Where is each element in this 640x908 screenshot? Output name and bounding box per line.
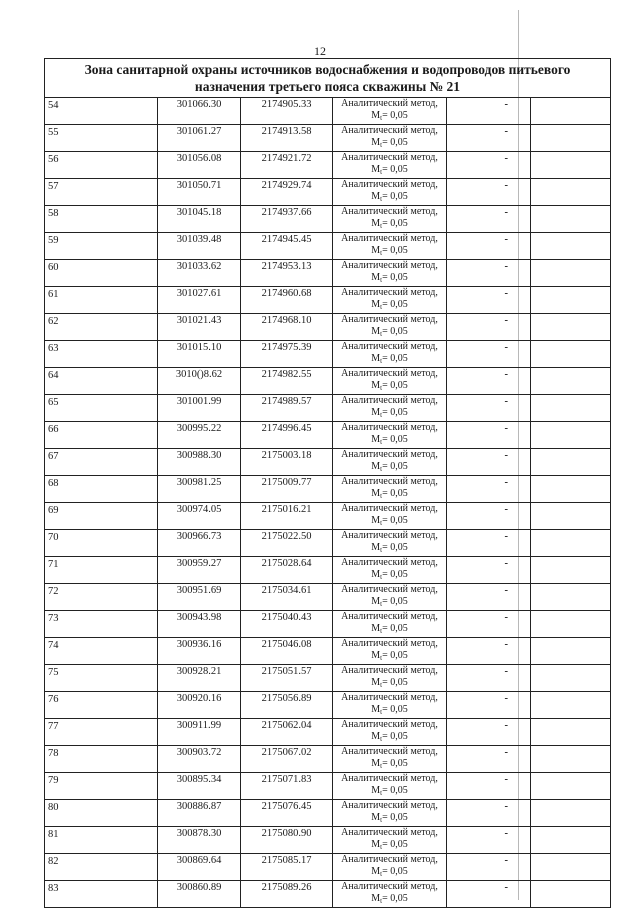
method-cell: [333, 449, 447, 476]
empty-cell: [531, 881, 611, 908]
coordinate-x: 300895.34: [158, 773, 241, 800]
method-cell: [333, 98, 447, 125]
empty-cell: [531, 368, 611, 395]
empty-cell: [531, 233, 611, 260]
accuracy-text: $M_t= 0,05$: [371, 784, 408, 797]
accuracy-text: $M_t= 0,05$: [371, 703, 408, 716]
dash-mark: -: [447, 881, 531, 908]
accuracy-text: $M_t= 0,05$: [371, 541, 408, 554]
dash-mark: -: [447, 854, 531, 881]
method-cell: [333, 341, 447, 368]
dash-mark: -: [447, 422, 531, 449]
point-number: 63: [45, 341, 158, 368]
method-label: Аналитический метод,: [341, 854, 438, 865]
table-body: [45, 98, 611, 908]
method-label: Аналитический метод,: [341, 260, 438, 271]
method-cell: [333, 206, 447, 233]
accuracy-text: $M_t= 0,05$: [371, 568, 408, 581]
method-cell: [333, 476, 447, 503]
coordinate-x: 300911.99: [158, 719, 241, 746]
point-number: 55: [45, 125, 158, 152]
coordinate-x: 301056.08: [158, 152, 241, 179]
method-label: Аналитический метод,: [341, 152, 438, 163]
empty-cell: [531, 692, 611, 719]
dash-mark: -: [447, 260, 531, 287]
method-cell: [333, 719, 447, 746]
coordinate-x: 300974.05: [158, 503, 241, 530]
coordinate-y: 2174905.33: [241, 98, 333, 125]
table-row: [45, 854, 611, 881]
method-label: Аналитический метод,: [341, 503, 438, 514]
empty-cell: [531, 854, 611, 881]
method-label: Аналитический метод,: [341, 746, 438, 757]
method-cell: [333, 557, 447, 584]
dash-mark: -: [447, 287, 531, 314]
method-cell: [333, 530, 447, 557]
accuracy-text: $M_t= 0,05$: [371, 892, 408, 905]
dash-mark: -: [447, 530, 531, 557]
dash-mark: -: [447, 638, 531, 665]
accuracy-text: $M_t= 0,05$: [371, 109, 408, 122]
accuracy-text: $M_t= 0,05$: [371, 757, 408, 770]
empty-cell: [531, 800, 611, 827]
dash-mark: -: [447, 179, 531, 206]
method-label: Аналитический метод,: [341, 395, 438, 406]
empty-cell: [531, 638, 611, 665]
point-number: 82: [45, 854, 158, 881]
method-cell: [333, 746, 447, 773]
method-label: Аналитический метод,: [341, 557, 438, 568]
method-label: Аналитический метод,: [341, 287, 438, 298]
empty-cell: [531, 611, 611, 638]
coordinate-y: 2174929.74: [241, 179, 333, 206]
accuracy-text: $M_t= 0,05$: [371, 622, 408, 635]
point-number: 66: [45, 422, 158, 449]
method-cell: [333, 854, 447, 881]
accuracy-text: $M_t= 0,05$: [371, 595, 408, 608]
accuracy-text: $M_t= 0,05$: [371, 244, 408, 257]
table-row: [45, 368, 611, 395]
coordinate-y: 2175003.18: [241, 449, 333, 476]
coordinate-x: 301050.71: [158, 179, 241, 206]
method-cell: [333, 692, 447, 719]
empty-cell: [531, 584, 611, 611]
point-number: 60: [45, 260, 158, 287]
empty-cell: [531, 827, 611, 854]
coordinate-x: 300878.30: [158, 827, 241, 854]
empty-cell: [531, 476, 611, 503]
accuracy-text: $M_t= 0,05$: [371, 271, 408, 284]
accuracy-text: $M_t= 0,05$: [371, 190, 408, 203]
empty-cell: [531, 530, 611, 557]
point-number: 72: [45, 584, 158, 611]
dash-mark: -: [447, 719, 531, 746]
method-cell: [333, 179, 447, 206]
accuracy-text: $M_t= 0,05$: [371, 676, 408, 689]
point-number: 65: [45, 395, 158, 422]
point-number: 62: [45, 314, 158, 341]
dash-mark: -: [447, 368, 531, 395]
coordinate-x: 300959.27: [158, 557, 241, 584]
point-number: 70: [45, 530, 158, 557]
dash-mark: -: [447, 98, 531, 125]
coordinates-table: [44, 58, 611, 908]
table-row: [45, 395, 611, 422]
table-row: [45, 503, 611, 530]
table-row: [45, 692, 611, 719]
accuracy-text: $M_t= 0,05$: [371, 811, 408, 824]
coordinate-y: 2175022.50: [241, 530, 333, 557]
method-label: Аналитический метод,: [341, 665, 438, 676]
accuracy-text: $M_t= 0,05$: [371, 325, 408, 338]
coordinate-y: 2174975.39: [241, 341, 333, 368]
empty-cell: [531, 746, 611, 773]
point-number: 58: [45, 206, 158, 233]
point-number: 71: [45, 557, 158, 584]
dash-mark: -: [447, 665, 531, 692]
empty-cell: [531, 206, 611, 233]
coordinate-x: 300943.98: [158, 611, 241, 638]
method-cell: [333, 800, 447, 827]
dash-mark: -: [447, 800, 531, 827]
empty-cell: [531, 98, 611, 125]
empty-cell: [531, 719, 611, 746]
empty-cell: [531, 557, 611, 584]
method-label: Аналитический метод,: [341, 98, 438, 109]
title-line-1: Зона санитарной охраны источников водоснабжения и водопроводов питьевого: [84, 62, 571, 77]
point-number: 67: [45, 449, 158, 476]
table-row: [45, 557, 611, 584]
point-number: 76: [45, 692, 158, 719]
coordinate-x: 300981.25: [158, 476, 241, 503]
empty-cell: [531, 665, 611, 692]
method-label: Аналитический метод,: [341, 773, 438, 784]
dash-mark: -: [447, 206, 531, 233]
table-row: [45, 287, 611, 314]
empty-cell: [531, 449, 611, 476]
coordinate-y: 2175089.26: [241, 881, 333, 908]
table-row: [45, 314, 611, 341]
method-label: Аналитический метод,: [341, 530, 438, 541]
method-cell: [333, 422, 447, 449]
point-number: 83: [45, 881, 158, 908]
coordinate-x: 301015.10: [158, 341, 241, 368]
method-label: Аналитический метод,: [341, 368, 438, 379]
coordinate-x: 300988.30: [158, 449, 241, 476]
method-cell: [333, 395, 447, 422]
coordinate-y: 2175076.45: [241, 800, 333, 827]
method-label: Аналитический метод,: [341, 206, 438, 217]
table-row: [45, 179, 611, 206]
accuracy-text: $M_t= 0,05$: [371, 379, 408, 392]
dash-mark: -: [447, 584, 531, 611]
accuracy-text: $M_t= 0,05$: [371, 406, 408, 419]
table-row: [45, 530, 611, 557]
method-cell: [333, 503, 447, 530]
coordinate-y: 2175009.77: [241, 476, 333, 503]
method-label: Аналитический метод,: [341, 476, 438, 487]
method-label: Аналитический метод,: [341, 341, 438, 352]
coordinate-x: 301039.48: [158, 233, 241, 260]
table-row: [45, 476, 611, 503]
table-row: [45, 881, 611, 908]
point-number: 59: [45, 233, 158, 260]
dash-mark: -: [447, 611, 531, 638]
point-number: 77: [45, 719, 158, 746]
method-label: Аналитический метод,: [341, 827, 438, 838]
coordinate-y: 2174953.13: [241, 260, 333, 287]
method-cell: [333, 773, 447, 800]
method-cell: [333, 611, 447, 638]
method-label: Аналитический метод,: [341, 611, 438, 622]
accuracy-text: $M_t= 0,05$: [371, 460, 408, 473]
method-cell: [333, 368, 447, 395]
method-label: Аналитический метод,: [341, 800, 438, 811]
empty-cell: [531, 125, 611, 152]
point-number: 79: [45, 773, 158, 800]
method-label: Аналитический метод,: [341, 692, 438, 703]
table-row: [45, 152, 611, 179]
table-row: [45, 719, 611, 746]
coordinate-y: 2174921.72: [241, 152, 333, 179]
table-row: [45, 98, 611, 125]
method-label: Аналитический метод,: [341, 314, 438, 325]
accuracy-text: $M_t= 0,05$: [371, 514, 408, 527]
method-label: Аналитический метод,: [341, 638, 438, 649]
accuracy-text: $M_t= 0,05$: [371, 352, 408, 365]
dash-mark: -: [447, 395, 531, 422]
coordinate-x: 300869.64: [158, 854, 241, 881]
coordinate-y: 2174989.57: [241, 395, 333, 422]
dash-mark: -: [447, 827, 531, 854]
coordinate-x: 300886.87: [158, 800, 241, 827]
accuracy-text: $M_t= 0,05$: [371, 136, 408, 149]
coordinate-y: 2175067.02: [241, 746, 333, 773]
dash-mark: -: [447, 557, 531, 584]
method-cell: [333, 233, 447, 260]
dash-mark: -: [447, 314, 531, 341]
coordinate-x: 301001.99: [158, 395, 241, 422]
empty-cell: [531, 395, 611, 422]
coordinate-x: 300951.69: [158, 584, 241, 611]
table-row: [45, 341, 611, 368]
method-cell: [333, 287, 447, 314]
method-cell: [333, 125, 447, 152]
coordinate-x: 300920.16: [158, 692, 241, 719]
accuracy-text: $M_t= 0,05$: [371, 487, 408, 500]
accuracy-text: $M_t= 0,05$: [371, 433, 408, 446]
empty-cell: [531, 422, 611, 449]
point-number: 69: [45, 503, 158, 530]
empty-cell: [531, 152, 611, 179]
accuracy-text: $M_t= 0,05$: [371, 163, 408, 176]
method-label: Аналитический метод,: [341, 881, 438, 892]
coordinate-y: 2175062.04: [241, 719, 333, 746]
title-line-2: назначения третьего пояса скважины № 21: [194, 79, 461, 94]
page-number: 12: [314, 44, 326, 58]
table-title: [45, 59, 611, 98]
table-row: [45, 449, 611, 476]
coordinate-y: 2175056.89: [241, 692, 333, 719]
dash-mark: -: [447, 503, 531, 530]
coordinate-x: 301033.62: [158, 260, 241, 287]
point-number: 56: [45, 152, 158, 179]
table-row: [45, 611, 611, 638]
point-number: 81: [45, 827, 158, 854]
method-label: Аналитический метод,: [341, 449, 438, 460]
table-row: [45, 125, 611, 152]
dash-mark: -: [447, 746, 531, 773]
coordinate-y: 2175046.08: [241, 638, 333, 665]
accuracy-text: $M_t= 0,05$: [371, 217, 408, 230]
coordinate-x: 300966.73: [158, 530, 241, 557]
coordinate-x: 301045.18: [158, 206, 241, 233]
coordinate-y: 2174960.68: [241, 287, 333, 314]
empty-cell: [531, 287, 611, 314]
method-cell: [333, 827, 447, 854]
table-row: [45, 422, 611, 449]
method-label: Аналитический метод,: [341, 719, 438, 730]
coordinate-x: 3010()8.62: [158, 368, 241, 395]
accuracy-text: $M_t= 0,05$: [371, 298, 408, 311]
dash-mark: -: [447, 152, 531, 179]
method-label: Аналитический метод,: [341, 233, 438, 244]
coordinate-y: 2174968.10: [241, 314, 333, 341]
empty-cell: [531, 341, 611, 368]
empty-cell: [531, 503, 611, 530]
method-cell: [333, 881, 447, 908]
table-title-row: [45, 59, 611, 98]
coordinate-y: 2175071.83: [241, 773, 333, 800]
method-cell: [333, 638, 447, 665]
method-cell: [333, 260, 447, 287]
coordinate-y: 2174982.55: [241, 368, 333, 395]
coordinate-y: 2174913.58: [241, 125, 333, 152]
method-label: Аналитический метод,: [341, 584, 438, 595]
table-row: [45, 638, 611, 665]
dash-mark: -: [447, 476, 531, 503]
point-number: 75: [45, 665, 158, 692]
coordinate-y: 2175034.61: [241, 584, 333, 611]
point-number: 80: [45, 800, 158, 827]
method-cell: [333, 584, 447, 611]
point-number: 68: [45, 476, 158, 503]
table-row: [45, 773, 611, 800]
dash-mark: -: [447, 773, 531, 800]
coordinate-y: 2175085.17: [241, 854, 333, 881]
table-row: [45, 827, 611, 854]
coordinate-x: 301027.61: [158, 287, 241, 314]
coordinate-y: 2175051.57: [241, 665, 333, 692]
dash-mark: -: [447, 692, 531, 719]
coordinate-x: 301021.43: [158, 314, 241, 341]
coordinate-y: 2174937.66: [241, 206, 333, 233]
point-number: 57: [45, 179, 158, 206]
method-label: Аналитический метод,: [341, 422, 438, 433]
table-row: [45, 800, 611, 827]
accuracy-text: $M_t= 0,05$: [371, 730, 408, 743]
coordinate-y: 2175016.21: [241, 503, 333, 530]
coordinate-y: 2174996.45: [241, 422, 333, 449]
method-cell: [333, 314, 447, 341]
point-number: 78: [45, 746, 158, 773]
point-number: 61: [45, 287, 158, 314]
coordinate-x: 300936.16: [158, 638, 241, 665]
table-row: [45, 260, 611, 287]
point-number: 74: [45, 638, 158, 665]
coordinate-x: 301066.30: [158, 98, 241, 125]
point-number: 54: [45, 98, 158, 125]
method-cell: [333, 665, 447, 692]
method-label: Аналитический метод,: [341, 179, 438, 190]
point-number: 64: [45, 368, 158, 395]
coordinate-y: 2175028.64: [241, 557, 333, 584]
dash-mark: -: [447, 233, 531, 260]
empty-cell: [531, 314, 611, 341]
coordinate-x: 300903.72: [158, 746, 241, 773]
table-row: [45, 233, 611, 260]
coordinate-x: 300860.89: [158, 881, 241, 908]
empty-cell: [531, 179, 611, 206]
coordinate-x: 300928.21: [158, 665, 241, 692]
table-row: [45, 584, 611, 611]
accuracy-text: $M_t= 0,05$: [371, 649, 408, 662]
table-row: [45, 206, 611, 233]
table-row: [45, 665, 611, 692]
method-label: Аналитический метод,: [341, 125, 438, 136]
accuracy-text: $M_t= 0,05$: [371, 838, 408, 851]
empty-cell: [531, 260, 611, 287]
method-cell: [333, 152, 447, 179]
coordinate-x: 301061.27: [158, 125, 241, 152]
coordinate-y: 2175080.90: [241, 827, 333, 854]
dash-mark: -: [447, 125, 531, 152]
accuracy-text: $M_t= 0,05$: [371, 865, 408, 878]
dash-mark: -: [447, 449, 531, 476]
table-row: [45, 746, 611, 773]
coordinate-x: 300995.22: [158, 422, 241, 449]
coordinate-y: 2175040.43: [241, 611, 333, 638]
dash-mark: -: [447, 341, 531, 368]
point-number: 73: [45, 611, 158, 638]
coordinate-y: 2174945.45: [241, 233, 333, 260]
empty-cell: [531, 773, 611, 800]
